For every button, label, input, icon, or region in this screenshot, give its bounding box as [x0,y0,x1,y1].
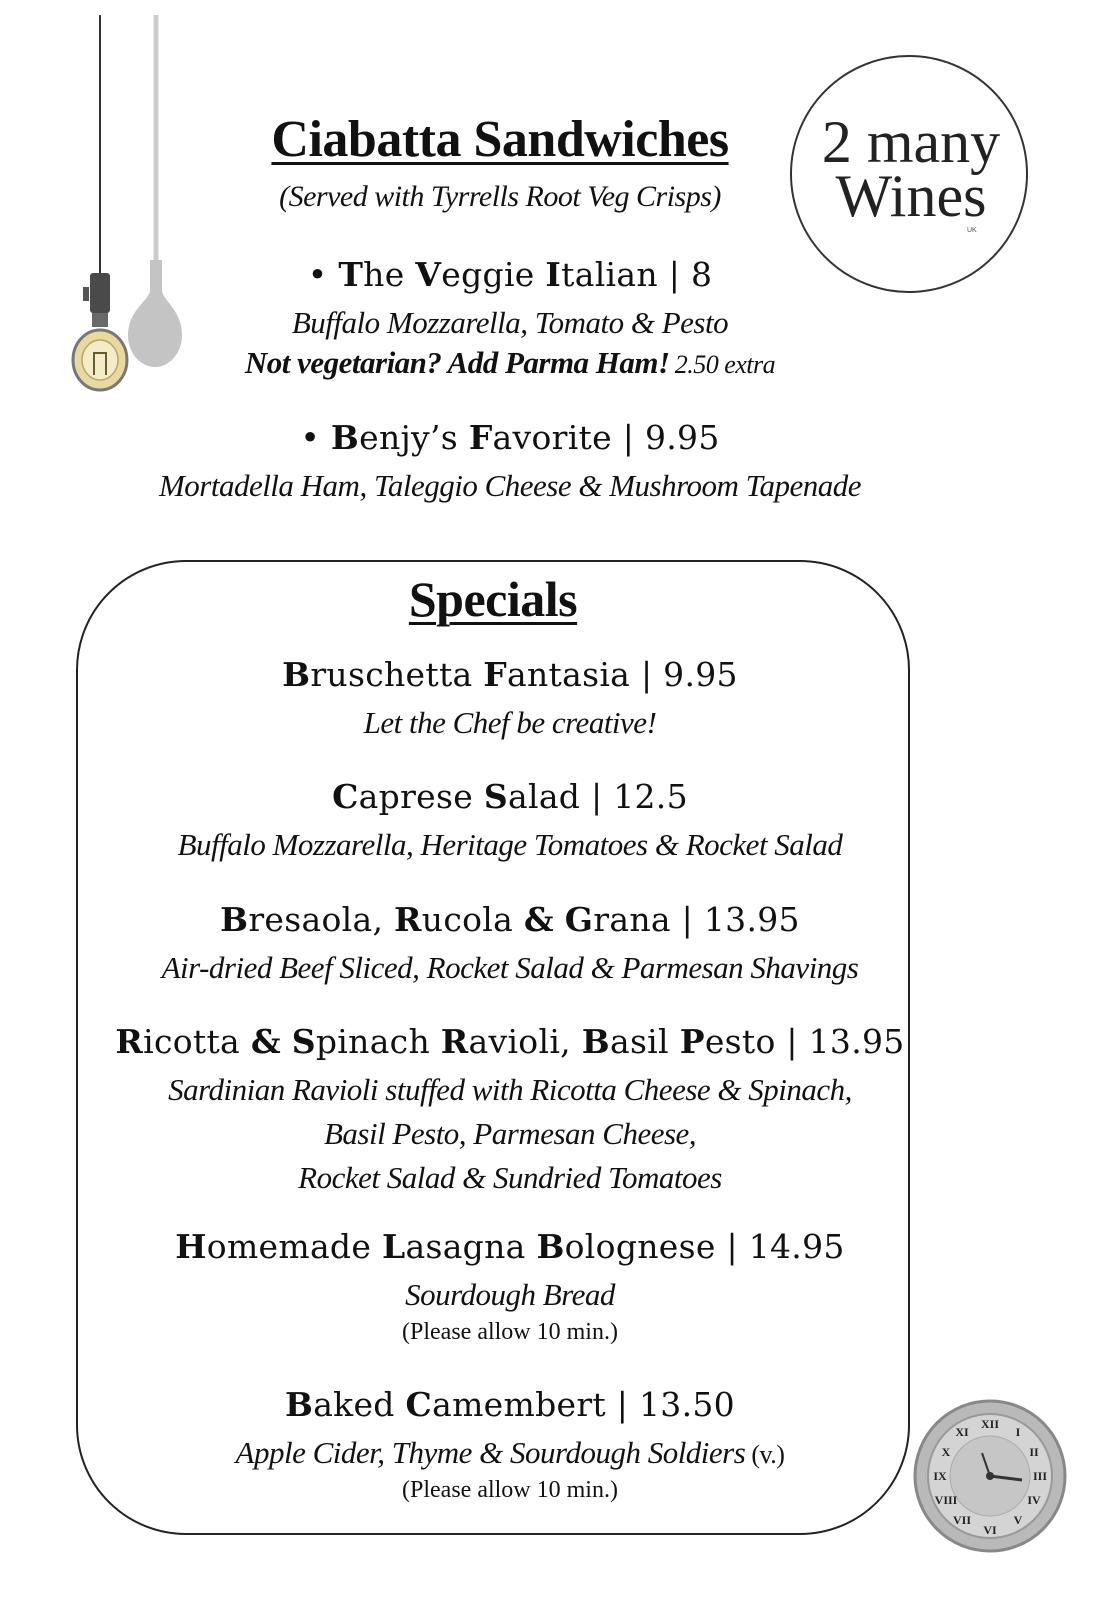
specials-title: Specials [408,571,578,627]
description-text: Buffalo Mozzarella, Heritage Tomatoes & Rocket Salad [177,827,843,862]
name-initial: P [679,1022,705,1061]
item-price: 13.95 [703,900,800,939]
name-text: aprese [358,777,484,816]
svg-text:V: V [1013,1513,1023,1527]
name-text: antasia [507,655,631,694]
description-text: Rocket Salad & Sundried Tomatoes [298,1160,722,1195]
name-initial: & [523,900,554,939]
special-item: Bresaola, Rucola & Grana | 13.95 [220,900,800,939]
name-text: rana [593,900,671,939]
menu-item-veggie-italian: • The Veggie Italian | 8 [307,255,713,294]
logo-line-2: Wines [835,163,987,229]
special-item: Baked Camembert | 13.50 [285,1385,735,1424]
name-initial: F [468,418,493,457]
name-initial: T [338,255,364,294]
parma-ham-extra [40,345,980,381]
name-text: pinach [315,1022,441,1061]
description-text: Basil Pesto, Parmesan Cheese, [323,1116,697,1151]
name-initial: C [405,1385,433,1424]
name-text [281,1022,292,1061]
prep-time-note: (Please allow 10 min.) [402,1477,618,1503]
item-price: 13.95 [808,1022,905,1061]
svg-text:VI: VI [983,1523,997,1537]
item-price: 8 [690,255,713,294]
ciabatta-title: Ciabatta Sandwiches [271,111,729,168]
name-text: eggie [441,255,546,294]
description-text: Sourdough Bread [405,1277,615,1312]
ciabatta-served-with: (Served with Tyrrells Root Veg Crisps) [279,180,721,213]
name-initial: I [545,255,562,294]
special-item: Homemade Lasagna Bolognese | 14.95 [175,1227,845,1266]
description-text: Air-dried Beef Sliced, Rocket Salad & Parmesan Shavings [161,950,859,985]
item-description [40,950,980,986]
name-text: resaola, [248,900,395,939]
name-initial: F [483,655,508,694]
item-price: 9.95 [663,655,738,694]
name-text: avioli, [468,1022,582,1061]
item-name [332,777,580,816]
item-description [40,1072,980,1108]
item-price: 14.95 [748,1227,845,1266]
name-text: aked [313,1385,406,1424]
logo-mark: UK [967,227,977,234]
item-description: Buffalo Mozzarella, Tomato & Pesto [291,305,729,340]
svg-text:XI: XI [955,1425,969,1439]
name-text: amembert [432,1385,606,1424]
bullet: • [307,255,339,294]
clock-icon [912,1398,1068,1554]
name-initial: R [115,1022,144,1061]
name-text: avorite [492,418,612,457]
item-name [282,655,630,694]
name-text: omemade [206,1227,382,1266]
svg-text:VII: VII [952,1513,972,1527]
prep-time-note: (Please allow 10 min.) [402,1319,618,1345]
svg-text:IX: IX [933,1469,947,1483]
description-text: Apple Cider, Thyme & Sourdough Soldiers [235,1435,746,1470]
name-initial: B [285,1385,314,1424]
name-text: icotta [143,1022,251,1061]
item-description [40,705,980,741]
svg-text:XII: XII [980,1417,1000,1431]
name-initial: H [175,1227,207,1266]
item-name [338,255,658,294]
name-text: esto [704,1022,776,1061]
item-description [40,1277,980,1313]
item-description [40,1160,980,1196]
name-initial: & [250,1022,281,1061]
item-name [331,418,612,457]
svg-text:X: X [941,1445,951,1459]
name-initial: B [282,655,311,694]
name-initial: B [581,1022,610,1061]
item-price: 13.50 [639,1385,735,1424]
name-initial: R [394,900,422,939]
name-initial: C [332,777,359,816]
name-text: ruschetta [310,655,484,694]
name-text [554,900,565,939]
name-text: asagna [405,1227,537,1266]
name-text: asil [609,1022,680,1061]
name-initial: L [381,1227,406,1266]
description-text: Let the Chef be creative! [363,705,657,740]
svg-text:III: III [1032,1469,1048,1483]
vegetarian-mark: (v.) [745,1440,785,1469]
name-initial: V [415,255,442,294]
item-name [175,1227,715,1266]
special-item: Bruschetta Fantasia | 9.95 [282,655,738,694]
name-text: enjy’s [359,418,469,457]
special-item: Ricotta & Spinach Ravioli, Basil Pesto | 13.95 [115,1022,905,1061]
name-text: talian [561,255,658,294]
special-item: Caprese Salad | 12.5 [332,777,688,816]
svg-text:II: II [1029,1445,1039,1459]
item-name [115,1022,775,1061]
item-price: 9.95 [644,418,720,457]
name-initial: B [536,1227,565,1266]
name-initial: S [291,1022,316,1061]
item-name [285,1385,606,1424]
name-initial: S [483,777,508,816]
name-initial: B [330,418,360,457]
item-description: Mortadella Ham, Taleggio Cheese & Mushroom Tapenade [158,468,862,503]
name-text: alad [507,777,581,816]
item-description [40,827,980,863]
name-text: he [363,255,416,294]
menu-item-benjys-favorite: • Benjy’s Favorite | 9.95 [300,418,720,457]
item-price: 12.5 [613,777,688,816]
name-initial: G [564,900,594,939]
description-text: Sardinian Ravioli stuffed with Ricotta Cheese & Spinach, [168,1072,852,1107]
svg-text:VIII: VIII [934,1493,958,1507]
logo-line-1: 2 many [821,109,1001,175]
name-text: ucola [421,900,524,939]
extra-price: 2.50 extra [674,350,776,379]
name-text: olognese [564,1227,716,1266]
bullet: • [300,418,331,457]
item-description [40,1435,980,1471]
name-initial: B [220,900,249,939]
svg-text:I: I [1015,1425,1021,1439]
item-description [40,1116,980,1152]
svg-text:IV: IV [1027,1493,1041,1507]
item-name [220,900,671,939]
name-initial: R [440,1022,469,1061]
extra-offer: Not vegetarian? Add Parma Ham! [244,345,670,380]
